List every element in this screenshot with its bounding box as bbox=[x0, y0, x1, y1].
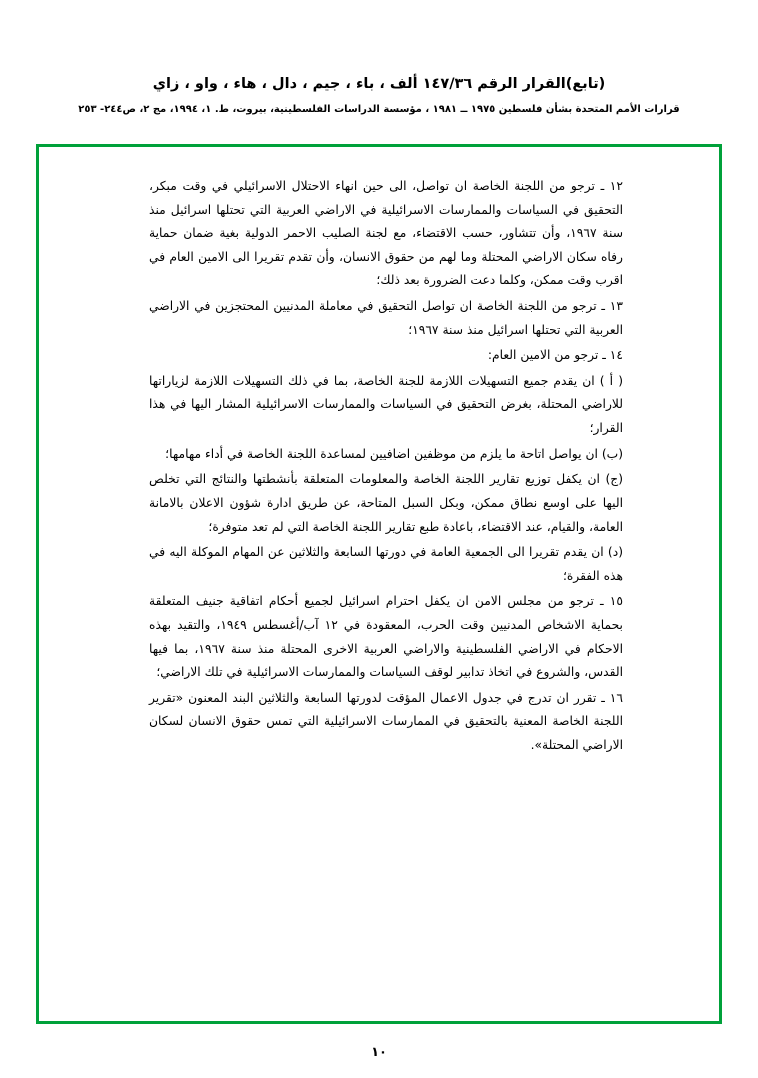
paragraph: ١٤ ـ ترجو من الامين العام: bbox=[487, 348, 623, 363]
paragraph: (د) ان يقدم تقريرا الى الجمعية العامة في دورتها السابعة والثلاثين عن المهام الموكلة اليه في هذه الفقرة؛ bbox=[149, 545, 623, 583]
paragraph: ( أ ) ان يقدم جميع التسهيلات اللازمة للجنة الخاصة، بما في ذلك التسهيلات اللازمة لزياراتها للاراضي المحتلة، بغرض التحقيق في السياسات والممارسات الاسرائيلية المشار اليها في هذا القرار؛ bbox=[149, 373, 623, 436]
page-header bbox=[0, 0, 758, 117]
paragraph: ١٦ ـ تقرر ان تدرج في جدول الاعمال المؤقت لدورتها السابعة والثلاثين البند المعنون «تقرير اللجنة الخاصة المعنية بالتحقيق في الممارسات الاسرائيلية التي تمس حقوق الانسان لسكان الاراضي المحتلة». bbox=[149, 690, 623, 753]
page-number: ١٠ bbox=[371, 1045, 387, 1060]
document-body bbox=[39, 175, 719, 1021]
paragraph: (ج) ان يكفل توزيع تقارير اللجنة الخاصة والمعلومات المتعلقة بأنشطتها والنتائج التي تخلص اليها على اوسع نطاق ممكن، وبكل السبل المتاحة، عن طريق ادارة شؤون الاعلان بالامانة العامة، والقيام، عند الاقتضاء، باعادة طبع تقارير اللجنة الخاصة التي لم تعد متوفرة؛ bbox=[149, 472, 623, 534]
document-source-citation: قرارات الأمم المتحدة بشأن فلسطين ١٩٧٥ ــ ١٩٨١ ، مؤسسة الدراسات الفلسطينية، بيروت، ط. ١، ١٩٩٤، مج ٢، ص٢٤٤- ٢٥٣ bbox=[78, 104, 680, 116]
paragraph: ١٢ ـ ترجو من اللجنة الخاصة ان تواصل، الى حين انهاء الاحتلال الاسرائيلي في وقت مبكر، التحقيق في السياسات والممارسات الاسرائيلية في الاراضي العربية التي تحتلها اسرائيل منذ سنة ١٩٦٧، وأن تتشاور، حسب الاقتضاء، مع لجنة الصليب الاحمر الدولية بغية ضمان حماية رفاه سكان الاراضي المحتلة وما لهم من حقوق الانسان، وأن تقدم تقريرا الى الامين العام في اقرب وقت ممكن، وكلما دعت الضرورة بعد ذلك؛ bbox=[149, 179, 623, 288]
paragraph: ١٣ ـ ترجو من اللجنة الخاصة ان تواصل التحقيق في معاملة المدنيين المحتجزين في الاراضي العربية التي تحتلها اسرائيل منذ سنة ١٩٦٧؛ bbox=[149, 299, 623, 337]
content-frame-border bbox=[36, 144, 722, 1024]
paragraph: (ب) ان يواصل اتاحة ما يلزم من موظفين اضافيين لمساعدة اللجنة الخاصة في أداء مهامها؛ bbox=[165, 446, 623, 461]
paragraph: ١٥ ـ ترجو من مجلس الامن ان يكفل احترام اسرائيل لجميع أحكام اتفاقية جنيف المتعلقة بحماية الاشخاص المدنيين وقت الحرب، المعقودة في ١٢ آب/أغسطس ١٩٤٩، والتقيد بهذه الاحكام في الاراضي الفلسطينية والاراضي العربية الاخرى المحتلة منذ سنة ١٩٦٧، بما فيها القدس، والشروع في اتخاذ تدابير لوقف السياسات والممارسات الاسرائيلية في تلك الاراضي؛ bbox=[149, 594, 623, 680]
document-title: (تابع)القرار الرقم ١٤٧/٣٦ ألف ، باء ، جيم ، دال ، هاء ، واو ، زاي bbox=[152, 76, 606, 92]
